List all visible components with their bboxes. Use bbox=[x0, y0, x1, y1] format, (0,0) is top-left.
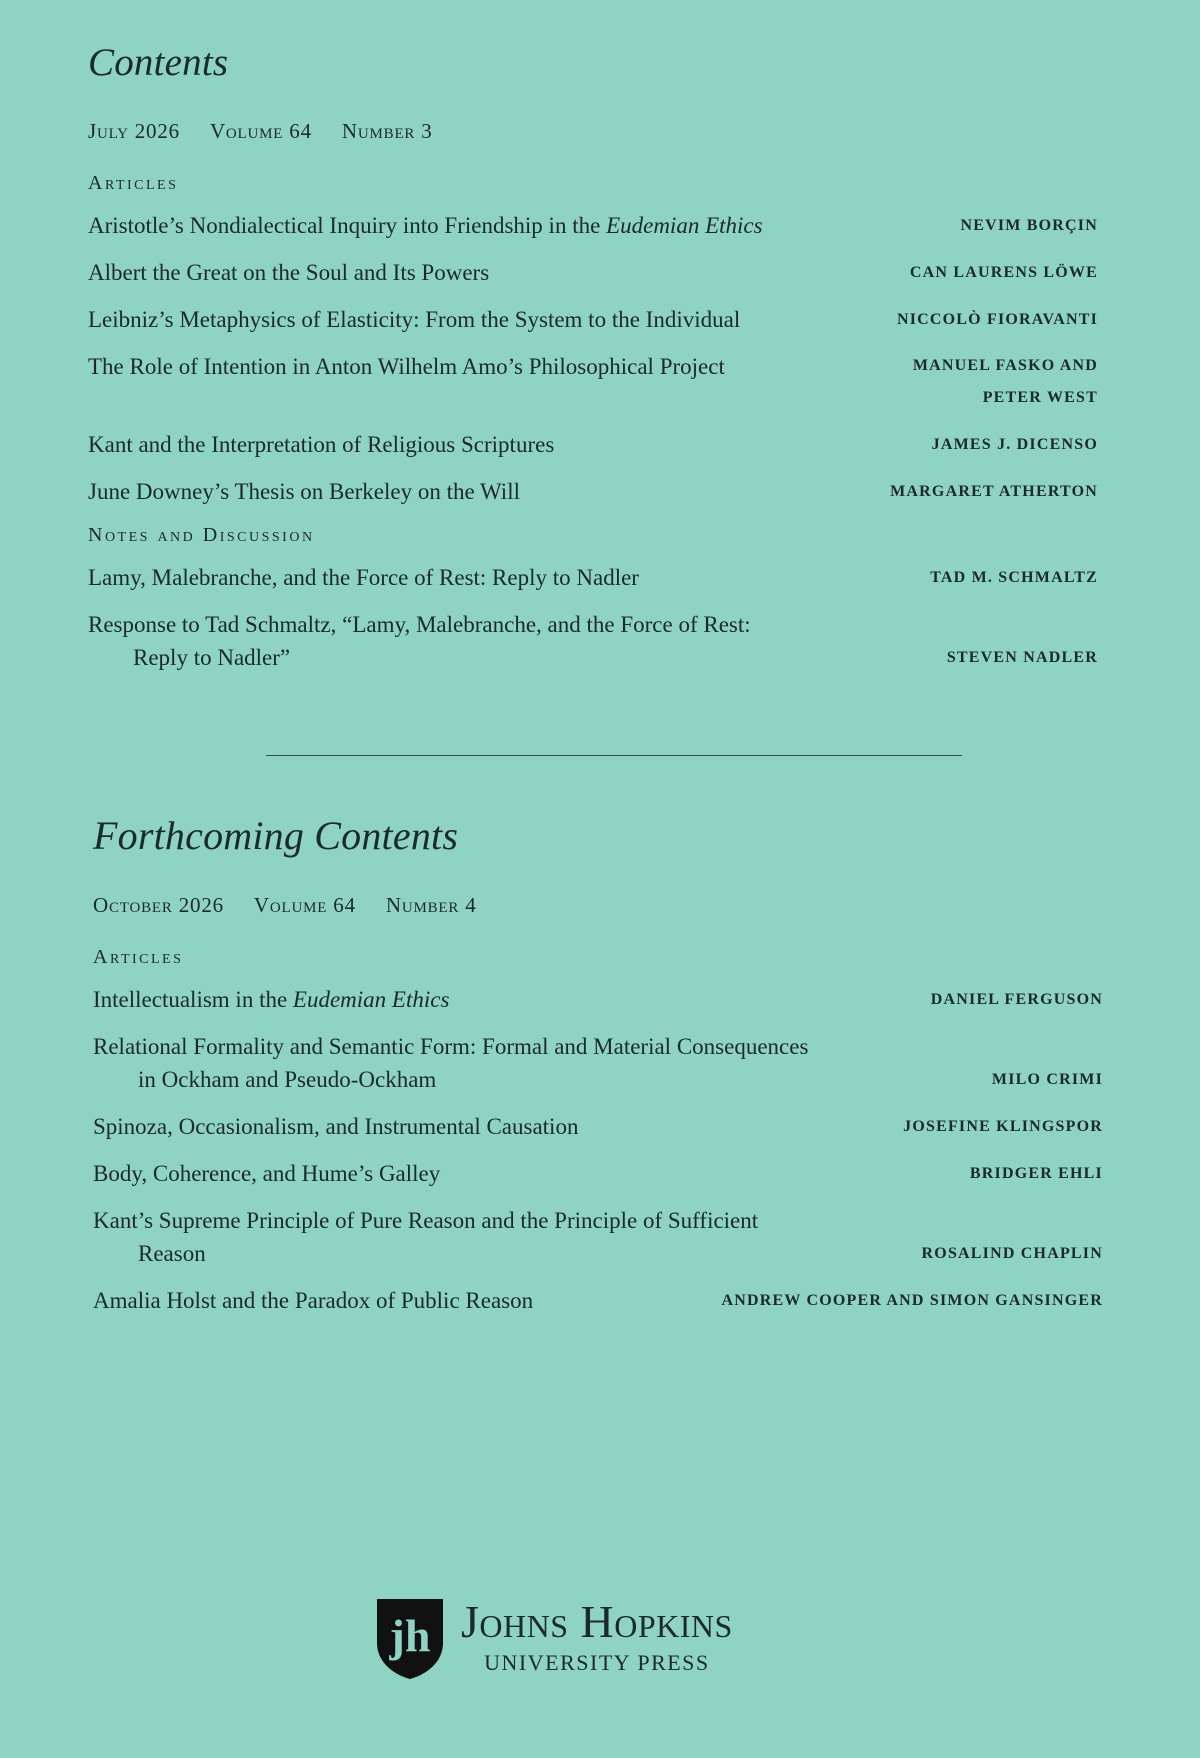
current-issue-number: Number 3 bbox=[341, 119, 433, 143]
publisher-subtitle: UNIVERSITY PRESS bbox=[484, 1650, 710, 1675]
forthcoming-issue-line bbox=[93, 893, 1103, 918]
toc-entry bbox=[93, 1030, 1103, 1096]
current-articles-list bbox=[88, 209, 1098, 508]
entry-title: Lamy, Malebranche, and the Force of Rest: Reply to Nadler bbox=[88, 565, 639, 590]
entry-title: Albert the Great on the Soul and Its Powers bbox=[88, 260, 490, 285]
entry-author: CAN LAURENS LÖWE bbox=[909, 264, 1098, 281]
entry-title-line: Kant’s Supreme Principle of Pure Reason and the Principle of Sufficient bbox=[93, 1208, 759, 1233]
publisher-logo bbox=[375, 1595, 733, 1681]
forthcoming-contents-heading: Forthcoming Contents bbox=[93, 813, 459, 858]
jhu-shield-icon bbox=[375, 1595, 445, 1681]
entry-author-line: MANUEL FASKO AND bbox=[912, 357, 1098, 374]
entry-title-text: Intellectualism in the bbox=[93, 987, 293, 1012]
toc-entry bbox=[93, 1204, 1103, 1270]
entry-author bbox=[913, 350, 1098, 414]
current-articles-label: Articles bbox=[88, 172, 179, 194]
toc-entry bbox=[93, 1284, 1103, 1317]
entry-title bbox=[93, 983, 931, 1016]
entry-title: Spinoza, Occasionalism, and Instrumental Causation bbox=[93, 1114, 579, 1139]
entry-title-italic: Eudemian Ethics bbox=[292, 987, 450, 1012]
toc-entry bbox=[88, 475, 1098, 508]
notes-discussion-list bbox=[88, 561, 1098, 674]
entry-title-line: Response to Tad Schmaltz, “Lamy, Malebranche, and the Force of Rest: bbox=[88, 612, 751, 637]
entry-title bbox=[93, 1204, 922, 1270]
entry-author: JOSEFINE KLINGSPOR bbox=[903, 1118, 1103, 1135]
entry-title: Amalia Holst and the Paradox of Public Reason bbox=[93, 1288, 534, 1313]
entry-title-line: in Ockham and Pseudo-Ockham bbox=[138, 1067, 437, 1092]
toc-entry bbox=[88, 608, 1098, 674]
entry-title: June Downey’s Thesis on Berkeley on the Will bbox=[88, 479, 520, 504]
toc-entry bbox=[88, 561, 1098, 594]
toc-entry bbox=[93, 1110, 1103, 1143]
toc-entry bbox=[88, 256, 1098, 289]
forthcoming-contents-section bbox=[93, 812, 1103, 1317]
entry-author: TAD M. SCHMALTZ bbox=[930, 569, 1098, 586]
entry-author: NEVIM BORÇIN bbox=[960, 217, 1098, 234]
entry-title-line: Reason bbox=[138, 1241, 206, 1266]
toc-entry bbox=[88, 428, 1098, 461]
current-contents-section bbox=[88, 40, 1098, 674]
toc-entry bbox=[88, 209, 1098, 242]
entry-title: Kant and the Interpretation of Religious Scriptures bbox=[88, 432, 555, 457]
entry-author: ROSALIND CHAPLIN bbox=[921, 1245, 1103, 1262]
forthcoming-issue-number: Number 4 bbox=[385, 893, 477, 917]
entry-title bbox=[88, 209, 960, 242]
forthcoming-articles-list bbox=[93, 983, 1103, 1317]
entry-author: JAMES J. DICENSO bbox=[931, 436, 1098, 453]
entry-author: MILO CRIMI bbox=[991, 1071, 1103, 1088]
toc-entry bbox=[93, 1157, 1103, 1190]
entry-title: Body, Coherence, and Hume’s Galley bbox=[93, 1161, 441, 1186]
entry-title bbox=[88, 608, 947, 674]
forthcoming-articles-label: Articles bbox=[93, 946, 184, 968]
notes-discussion-label: Notes and Discussion bbox=[88, 524, 315, 546]
entry-title: The Role of Intention in Anton Wilhelm Amo’s Philosophical Project bbox=[88, 354, 725, 379]
entry-title: Leibniz’s Metaphysics of Elasticity: From the System to the Individual bbox=[88, 307, 741, 332]
shield-letters: jh bbox=[389, 1610, 431, 1661]
current-issue-line bbox=[88, 119, 1098, 144]
entry-author: DANIEL FERGUSON bbox=[930, 991, 1103, 1008]
entry-author: ANDREW COOPER AND SIMON GANSINGER bbox=[721, 1292, 1103, 1309]
toc-entry bbox=[93, 983, 1103, 1016]
current-contents-heading: Contents bbox=[88, 41, 229, 84]
entry-author-line: PETER WEST bbox=[982, 389, 1098, 406]
toc-entry bbox=[88, 303, 1098, 336]
current-issue-date: July 2026 bbox=[88, 119, 180, 143]
entry-title-line: Relational Formality and Semantic Form: Formal and Material Consequences bbox=[93, 1034, 809, 1059]
entry-author: NICCOLÒ FIORAVANTI bbox=[896, 311, 1098, 328]
entry-title-line: Reply to Nadler” bbox=[133, 645, 291, 670]
current-issue-volume: Volume 64 bbox=[209, 119, 312, 143]
forthcoming-issue-date: October 2026 bbox=[93, 893, 224, 917]
forthcoming-issue-volume: Volume 64 bbox=[253, 893, 356, 917]
entry-title-text: Aristotle’s Nondialectical Inquiry into Friendship in the bbox=[88, 213, 607, 238]
entry-author: BRIDGER EHLI bbox=[969, 1165, 1103, 1182]
section-divider bbox=[266, 755, 962, 756]
publisher-text bbox=[461, 1596, 733, 1676]
toc-entry bbox=[88, 350, 1098, 414]
publisher-name: Johns Hopkins bbox=[461, 1596, 733, 1647]
entry-title bbox=[93, 1030, 992, 1096]
entry-title-italic: Eudemian Ethics bbox=[606, 213, 763, 238]
entry-author: MARGARET ATHERTON bbox=[890, 483, 1098, 500]
entry-author: STEVEN NADLER bbox=[946, 649, 1098, 666]
